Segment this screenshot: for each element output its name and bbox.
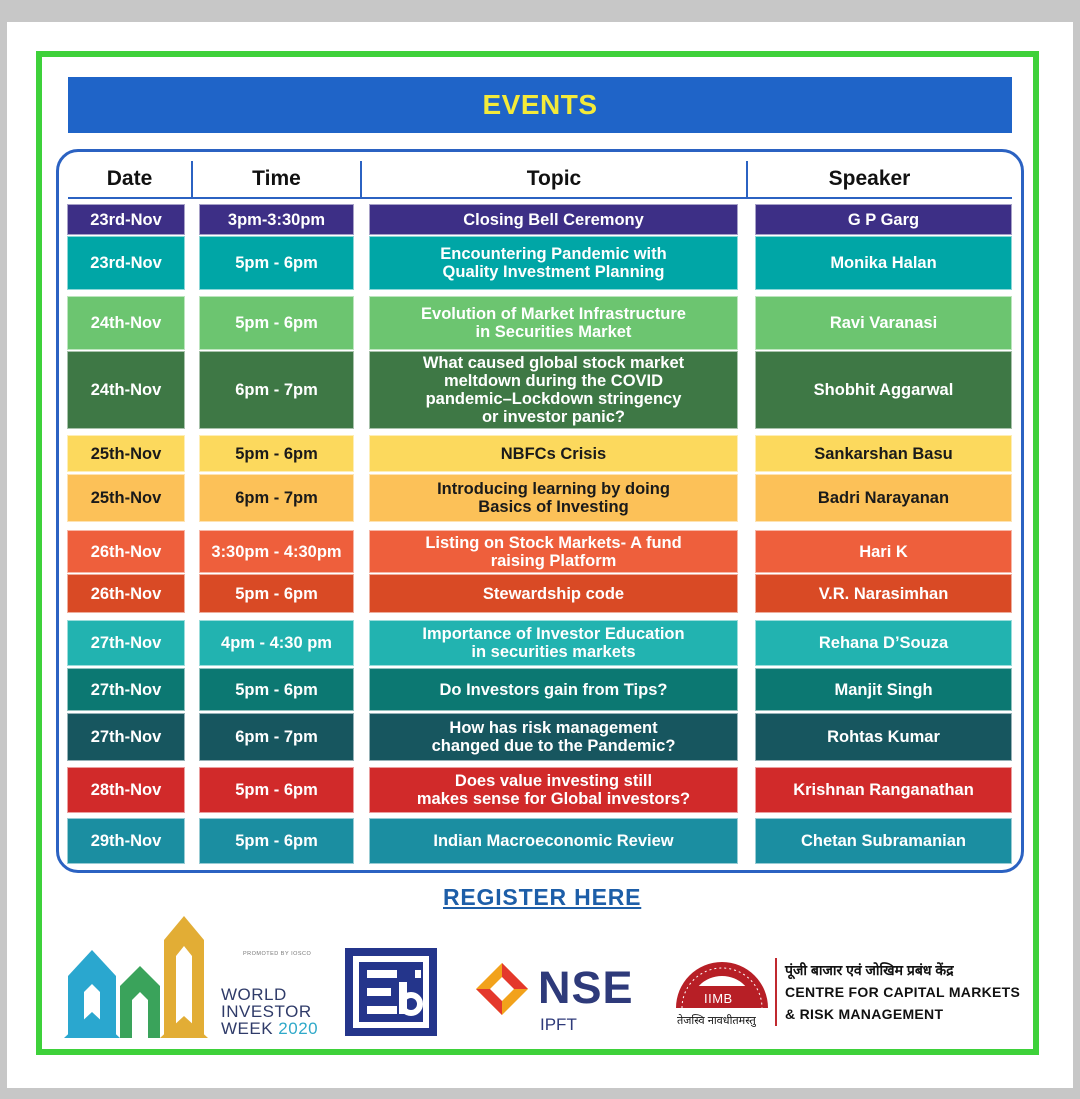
- header-divider: [746, 161, 748, 199]
- row-topic-cell: Stewardship code: [369, 574, 738, 613]
- events-banner: [68, 77, 1012, 133]
- row-time-cell: 5pm - 6pm: [199, 296, 354, 350]
- row-speaker-cell: Manjit Singh: [755, 668, 1012, 711]
- iimb-label: IIMB: [704, 991, 733, 1006]
- row-speaker-cell: Rehana D’Souza: [755, 620, 1012, 666]
- wiw-wordmark: WORLD INVESTOR WEEK 2020: [221, 985, 319, 1038]
- row-date-cell: 26th-Nov: [67, 574, 185, 613]
- row-time-cell: 5pm - 6pm: [199, 236, 354, 290]
- row-time-cell: 6pm - 7pm: [199, 351, 354, 429]
- row-topic-cell: Indian Macroeconomic Review: [369, 818, 738, 864]
- row-topic-cell: NBFCs Crisis: [369, 435, 738, 472]
- row-topic-cell: Do Investors gain from Tips?: [369, 668, 738, 711]
- iimb-title-line2: & RISK MANAGEMENT: [785, 1006, 944, 1022]
- row-date-cell: 26th-Nov: [67, 530, 185, 573]
- row-date-cell: 29th-Nov: [67, 818, 185, 864]
- row-speaker-cell: Rohtas Kumar: [755, 713, 1012, 761]
- iimb-motto: तेजस्वि नावधीतमस्तु: [677, 1015, 756, 1027]
- row-date-cell: 28th-Nov: [67, 767, 185, 813]
- sebi-logo: [345, 948, 437, 1036]
- row-speaker-cell: G P Garg: [755, 204, 1012, 235]
- row-topic-cell: Encountering Pandemic with Quality Investment Planning: [369, 236, 738, 290]
- row-topic-cell: Evolution of Market Infrastructure in Securities Market: [369, 296, 738, 350]
- row-date-cell: 23rd-Nov: [67, 204, 185, 235]
- row-date-cell: 27th-Nov: [67, 668, 185, 711]
- row-date-cell: 27th-Nov: [67, 620, 185, 666]
- row-date-cell: 23rd-Nov: [67, 236, 185, 290]
- header-time: Time: [252, 167, 301, 190]
- header-speaker: Speaker: [828, 167, 911, 190]
- iimb-hindi-title: पूंजी बाजार एवं जोखिम प्रबंध केंद्र: [785, 962, 954, 978]
- world-investor-week-logo: [64, 912, 224, 1042]
- row-speaker-cell: Ravi Varanasi: [755, 296, 1012, 350]
- row-topic-cell: Listing on Stock Markets- A fund raising Platform: [369, 530, 738, 573]
- register-link[interactable]: REGISTER HERE: [443, 884, 642, 910]
- header-divider: [360, 161, 362, 199]
- header-topic: Topic: [526, 167, 582, 190]
- row-speaker-cell: Shobhit Aggarwal: [755, 351, 1012, 429]
- row-time-cell: 3:30pm - 4:30pm: [199, 530, 354, 573]
- row-time-cell: 5pm - 6pm: [199, 767, 354, 813]
- row-speaker-cell: Badri Narayanan: [755, 474, 1012, 522]
- row-time-cell: 4pm - 4:30 pm: [199, 620, 354, 666]
- row-date-cell: 25th-Nov: [67, 474, 185, 522]
- nse-subtitle: IPFT: [540, 1015, 577, 1034]
- row-topic-cell: Does value investing still makes sense for Global investors?: [369, 767, 738, 813]
- row-date-cell: 24th-Nov: [67, 351, 185, 429]
- row-time-cell: 6pm - 7pm: [199, 474, 354, 522]
- iimb-title-line1: CENTRE FOR CAPITAL MARKETS: [785, 984, 1021, 1000]
- iimb-divider: [775, 958, 777, 1026]
- row-topic-cell: What caused global stock market meltdown during the COVID pandemic–Lockdown stringency or investor panic?: [369, 351, 738, 429]
- row-time-cell: 5pm - 6pm: [199, 668, 354, 711]
- header-divider: [191, 161, 193, 199]
- row-speaker-cell: Hari K: [755, 530, 1012, 573]
- row-topic-cell: Closing Bell Ceremony: [369, 204, 738, 235]
- row-time-cell: 5pm - 6pm: [199, 818, 354, 864]
- row-date-cell: 24th-Nov: [67, 296, 185, 350]
- row-time-cell: 6pm - 7pm: [199, 713, 354, 761]
- row-time-cell: 5pm - 6pm: [199, 574, 354, 613]
- row-speaker-cell: Sankarshan Basu: [755, 435, 1012, 472]
- row-date-cell: 25th-Nov: [67, 435, 185, 472]
- events-title: EVENTS: [482, 89, 598, 120]
- header-underline: [68, 197, 1012, 199]
- row-topic-cell: Introducing learning by doing Basics of Investing: [369, 474, 738, 522]
- wiw-promoted-text: PROMOTED BY IOSCO: [243, 951, 312, 957]
- row-date-cell: 27th-Nov: [67, 713, 185, 761]
- row-speaker-cell: V.R. Narasimhan: [755, 574, 1012, 613]
- row-speaker-cell: Krishnan Ranganathan: [755, 767, 1012, 813]
- row-topic-cell: Importance of Investor Education in securities markets: [369, 620, 738, 666]
- row-time-cell: 5pm - 6pm: [199, 435, 354, 472]
- row-time-cell: 3pm-3:30pm: [199, 204, 354, 235]
- row-speaker-cell: Monika Halan: [755, 236, 1012, 290]
- nse-wordmark: NSE: [538, 962, 634, 1013]
- row-topic-cell: How has risk management changed due to the Pandemic?: [369, 713, 738, 761]
- header-date: Date: [106, 167, 153, 190]
- row-speaker-cell: Chetan Subramanian: [755, 818, 1012, 864]
- nse-logo-mark: [474, 961, 530, 1017]
